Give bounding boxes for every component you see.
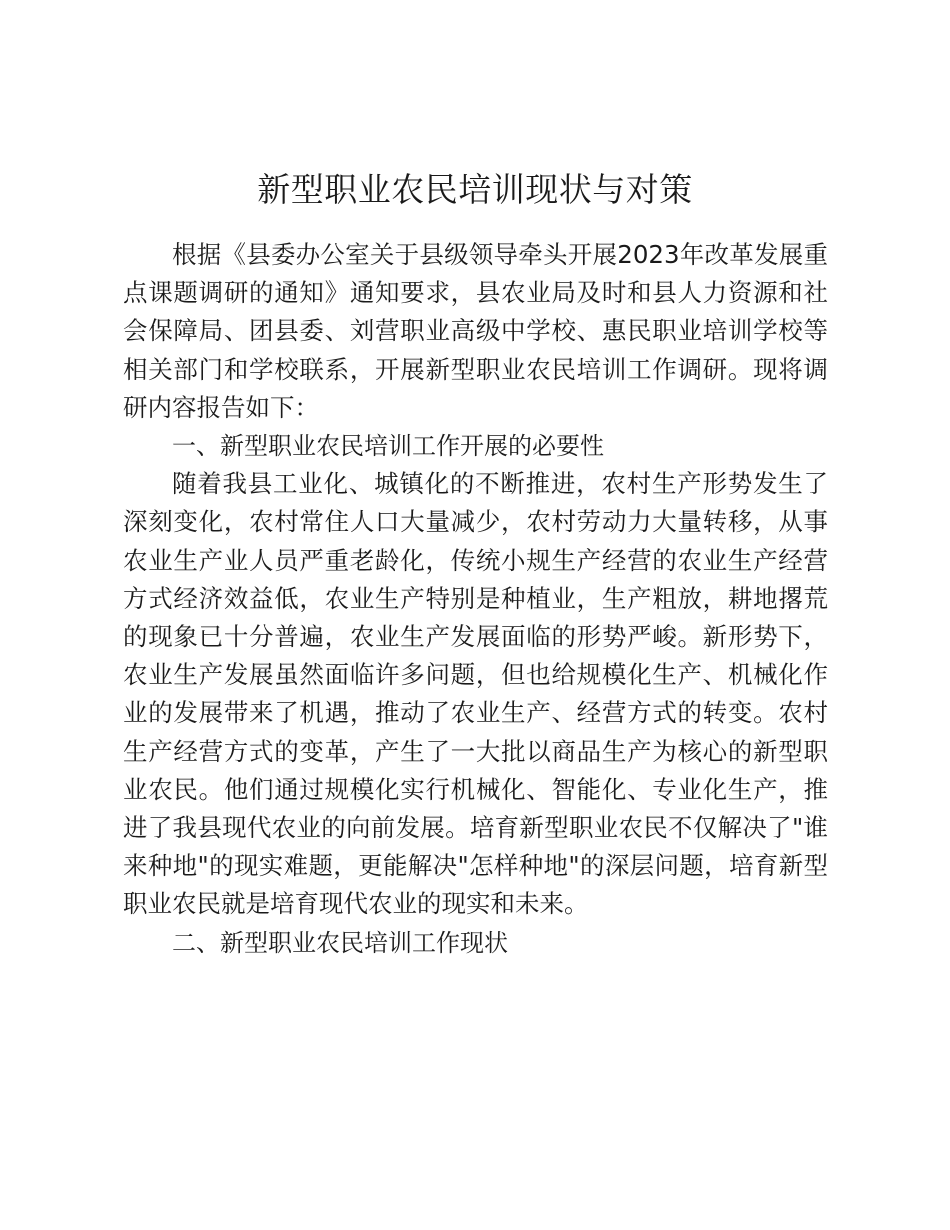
document-body <box>123 236 828 962</box>
section2-heading: 二、新型职业农民培训工作现状 <box>172 928 508 957</box>
section1-heading: 一、新型职业农民培训工作开展的必要性 <box>172 432 604 461</box>
document-title: 新型职业农民培训现状与对策 <box>257 170 693 209</box>
section1-paragraph: 随着我县工业化、城镇化的不断推进，农村生产形势发生了深刻变化，农村常住人口大量减少，农村劳动力大量转移，从事农业生产业人员严重老龄化，传统小规生产经营的农业生产经营方式经济效益低，农业生产特别是种植业，生产粗放，耕地撂荒的现象已十分普遍，农业生产发展面临的形势严峻。新形势下，农业生产发展虽然面临许多问题，但也给规模化生产、机械化作业的发展带来了机遇，推动了农业生产、经营方式的转变。农村生产经营方式的变革，产生了一大批以商品生产为核心的新型职业农民。他们通过规模化实行机械化、智能化、专业化生产，推进了我县现代农业的向前发展。培育新型职业农民不仅解决了"谁来种地"的现实难题，更能解决"怎样种地"的深层问题，培育新型职业农民就是培育现代农业的现实和未来。 <box>123 469 828 919</box>
intro-paragraph: 根据《县委办公室关于县级领导牵头开展2023年改革发展重点课题调研的通知》通知要求，县农业局及时和县人力资源和社会保障局、团县委、刘营职业高级中学校、惠民职业培训学校等相关部门和学校联系，开展新型职业农民培训工作调研。现将调研内容报告如下： <box>123 240 828 422</box>
